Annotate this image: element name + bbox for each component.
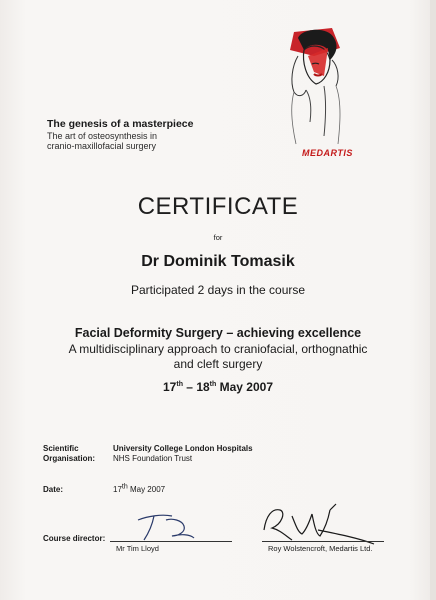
director-name: Mr Tim Lloyd <box>116 544 159 553</box>
recipient-name: Dr Dominik Tomasik <box>141 253 295 270</box>
header-tagline <box>47 118 193 152</box>
detail-date-day: 17 <box>113 485 122 494</box>
director-signature-line <box>110 541 232 542</box>
course-title: Facial Deformity Surgery – achieving excellence <box>74 326 362 340</box>
org-value-line1: University College London Hospitals <box>113 444 253 453</box>
date-day2: 18 <box>196 380 210 394</box>
detail-date-rest: May 2007 <box>127 485 166 494</box>
date-label: Date: <box>43 485 64 494</box>
paper-edge <box>430 0 436 600</box>
participation-text: Participated 2 days in the course <box>130 283 306 297</box>
course-subtitle-line2: and cleft surgery <box>173 357 263 371</box>
certificate-title: CERTIFICATE <box>137 193 299 220</box>
org-label-line2: Organisation: <box>43 454 96 463</box>
org-label <box>43 444 95 464</box>
brand-logo: MEDARTIS <box>302 148 353 158</box>
date-sup2: th <box>209 381 217 388</box>
date-rest: May 2007 <box>216 380 273 394</box>
date-day1: 17 <box>163 380 177 394</box>
tagline-line3: cranio-maxillofacial surgery <box>47 141 157 152</box>
tagline-title: The genesis of a masterpiece <box>47 118 194 130</box>
course-subtitle-line1: A multidisciplinary approach to craniofacial, orthognathic <box>68 342 368 356</box>
tim-lloyd-signature-image <box>132 508 202 544</box>
face-artwork-image <box>284 26 346 146</box>
for-label: for <box>213 233 223 242</box>
date-sup1: th <box>176 381 183 388</box>
medartis-signature-line <box>262 541 384 542</box>
org-value-line2: NHS Foundation Trust <box>113 454 193 463</box>
medartis-signatory-name: Roy Wolstencroft, Medartis Ltd. <box>268 544 373 553</box>
detail-date-sup: th <box>121 483 128 491</box>
date-value <box>113 485 165 495</box>
course-dates <box>0 380 436 394</box>
course-director-label: Course director: <box>43 534 106 543</box>
tagline-line2: The art of osteosynthesis in <box>47 130 158 141</box>
org-value <box>113 444 253 464</box>
date-sep: – <box>182 380 197 394</box>
org-label-line1: Scientific <box>43 444 79 453</box>
